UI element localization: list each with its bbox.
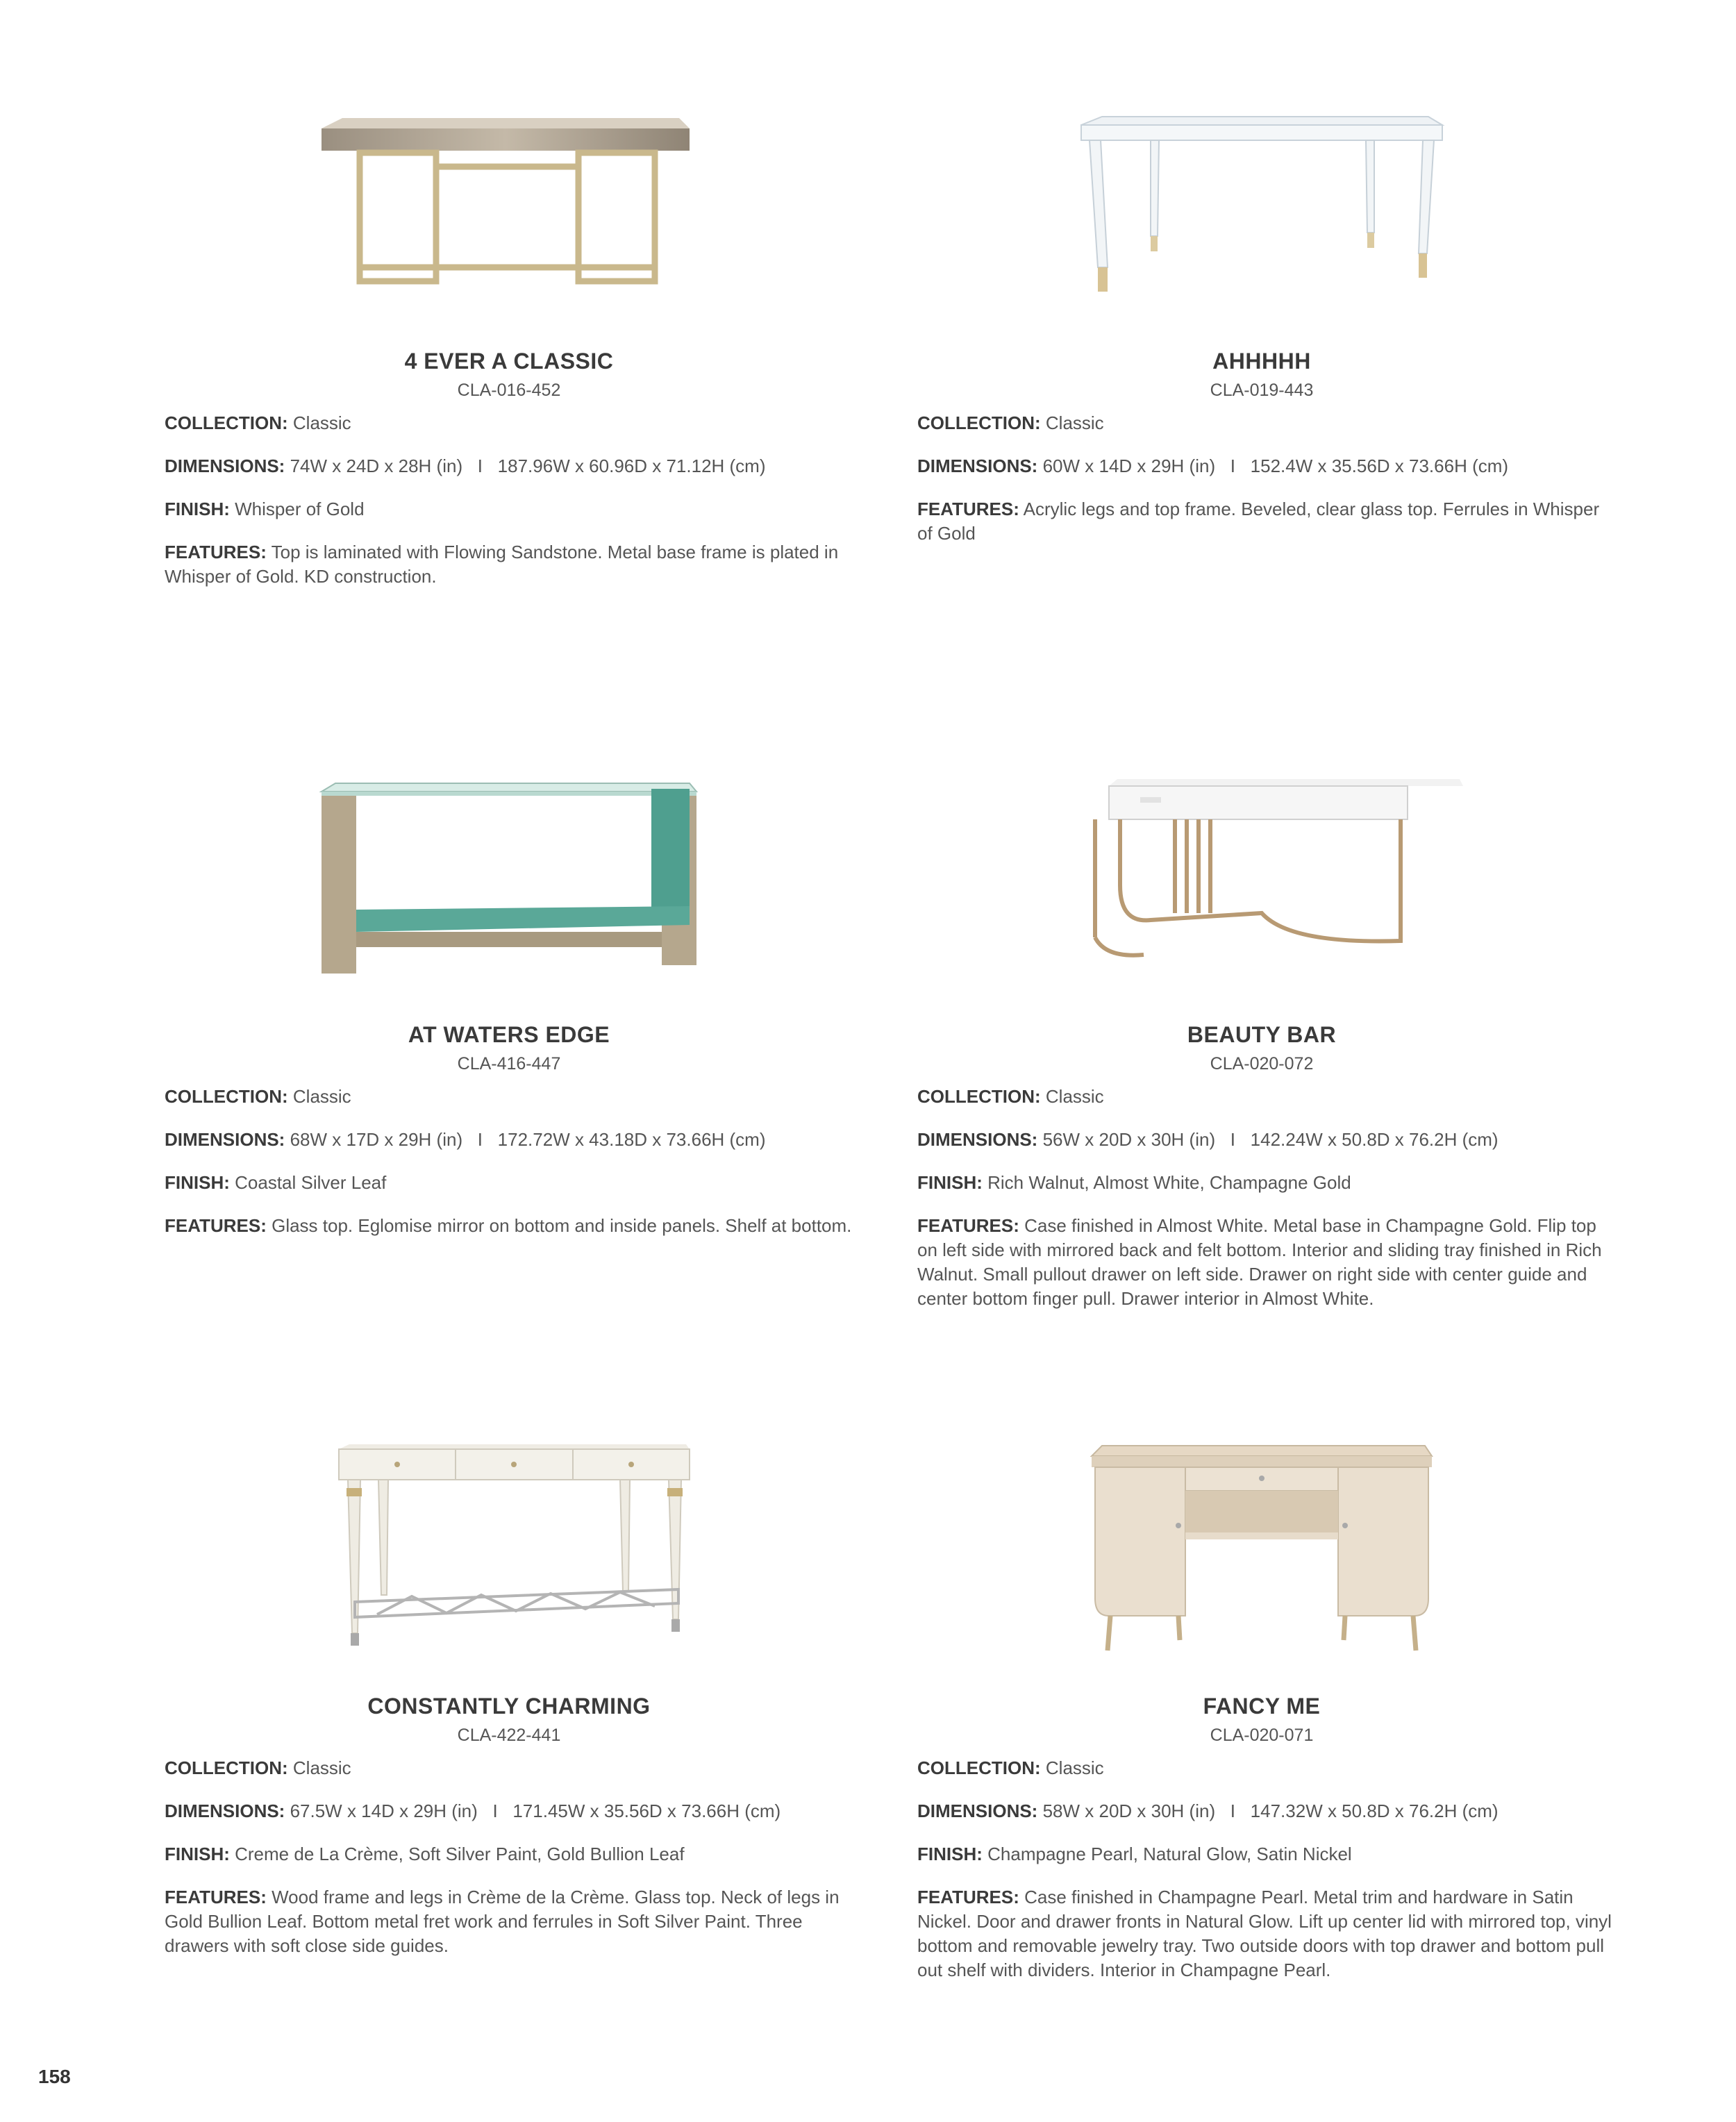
features-label: FEATURES: — [917, 1887, 1019, 1907]
product-specs — [917, 411, 1619, 565]
collection-value: Classic — [292, 412, 351, 433]
features-row — [165, 1885, 866, 1958]
product-name: AT WATERS EDGE — [408, 1022, 610, 1047]
product-name: FANCY ME — [1203, 1694, 1321, 1719]
collection-value: Classic — [292, 1757, 351, 1778]
dimensions-row — [165, 1799, 866, 1823]
dimensions-value: 74W x 24D x 28H (in) I 187.96W x 60.96D x 71.12H (cm) — [290, 456, 766, 476]
features-value: Case finished in Champagne Pearl. Metal trim and hardware in Satin Nickel. Door and drawer fronts in Natural Glow. Lift up center lid with mirrored top, vinyl bottom and removable jewelry tray. Two outside doors with top drawer and bottom pull out shelf with dividers. Interior in Champagne Pearl. — [917, 1887, 1612, 1980]
dimensions-value: 67.5W x 14D x 29H (in) I 171.45W x 35.56D x 73.66H (cm) — [290, 1801, 781, 1821]
vanity-image — [1053, 1442, 1470, 1664]
collection-value: Classic — [292, 1086, 351, 1107]
product-image — [911, 771, 1612, 1049]
dimensions-label: DIMENSIONS: — [165, 1801, 285, 1821]
vanity-desk-image — [1053, 771, 1470, 993]
collection-value: Classic — [1045, 412, 1104, 433]
features-value: Top is laminated with Flowing Sandstone. Metal base frame is plated in Whisper of Gold. KD construction. — [165, 542, 839, 587]
finish-row — [917, 1842, 1619, 1866]
finish-label: FINISH: — [165, 499, 230, 519]
finish-value: Whisper of Gold — [235, 499, 365, 519]
finish-row — [165, 1842, 866, 1866]
features-row — [165, 540, 866, 589]
finish-label: FINISH: — [917, 1844, 983, 1864]
finish-label: FINISH: — [917, 1172, 983, 1193]
product-image — [158, 97, 860, 375]
product-sku: CLA-019-443 — [1210, 381, 1314, 400]
product-image — [158, 1442, 860, 1720]
features-value: Case finished in Almost White. Metal base in Champagne Gold. Flip top on left side with mirrored back and felt bottom. Interior and sliding tray finished in Rich Walnut. Small pullout drawer on left side. Drawer on right side with center guide and center bottom finger pull. Drawer interior in Almost White. — [917, 1215, 1602, 1309]
features-row — [165, 1214, 866, 1238]
features-value: Glass top. Eglomise mirror on bottom and inside panels. Shelf at bottom. — [272, 1215, 852, 1236]
product-name: AHHHHH — [1212, 349, 1311, 374]
dimensions-value: 56W x 20D x 30H (in) I 142.24W x 50.8D x 76.2H (cm) — [1042, 1129, 1499, 1150]
acrylic-console-image — [1053, 97, 1470, 319]
features-label: FEATURES: — [917, 1215, 1019, 1236]
collection-row — [165, 1085, 866, 1109]
product-name: CONSTANTLY CHARMING — [367, 1694, 651, 1719]
collection-label: COLLECTION: — [917, 1757, 1041, 1778]
features-row — [917, 497, 1619, 546]
features-label: FEATURES: — [917, 499, 1019, 519]
product-specs — [917, 1756, 1619, 2001]
dimensions-value: 58W x 20D x 30H (in) I 147.32W x 50.8D x 76.2H (cm) — [1042, 1801, 1499, 1821]
dimensions-label: DIMENSIONS: — [917, 1801, 1038, 1821]
product-sku: CLA-016-452 — [457, 381, 561, 400]
collection-label: COLLECTION: — [917, 412, 1041, 433]
collection-label: COLLECTION: — [165, 412, 288, 433]
collection-row — [165, 1756, 866, 1780]
product-sku: CLA-422-441 — [457, 1726, 561, 1745]
finish-label: FINISH: — [165, 1172, 230, 1193]
drawer-console-image — [301, 1442, 717, 1664]
product-specs — [165, 411, 866, 608]
dimensions-label: DIMENSIONS: — [917, 456, 1038, 476]
collection-row — [917, 411, 1619, 435]
collection-value: Classic — [1045, 1757, 1104, 1778]
product-image — [911, 1442, 1612, 1720]
dimensions-row — [917, 454, 1619, 478]
features-value: Wood frame and legs in Crème de la Crème. Glass top. Neck of legs in Gold Bullion Leaf. Bottom metal fret work and ferrules in Soft Silver Paint. Three drawers with soft close side guides. — [165, 1887, 840, 1956]
collection-label: COLLECTION: — [165, 1757, 288, 1778]
product-specs — [165, 1756, 866, 1977]
collection-label: COLLECTION: — [165, 1086, 288, 1107]
finish-label: FINISH: — [165, 1844, 230, 1864]
finish-row — [917, 1171, 1619, 1195]
collection-row — [917, 1756, 1619, 1780]
dimensions-row — [165, 454, 866, 478]
product-name: 4 EVER A CLASSIC — [404, 349, 614, 374]
finish-value: Creme de La Crème, Soft Silver Paint, Gold Bullion Leaf — [235, 1844, 685, 1864]
dimensions-value: 60W x 14D x 29H (in) I 152.4W x 35.56D x 73.66H (cm) — [1042, 456, 1509, 476]
dimensions-label: DIMENSIONS: — [165, 456, 285, 476]
finish-row — [165, 497, 866, 521]
collection-label: COLLECTION: — [917, 1086, 1041, 1107]
page-number: 158 — [38, 2066, 71, 2087]
dimensions-value: 68W x 17D x 29H (in) I 172.72W x 43.18D x 73.66H (cm) — [290, 1129, 766, 1150]
features-row — [917, 1885, 1619, 1982]
dimensions-row — [917, 1799, 1619, 1823]
product-sku: CLA-020-071 — [1210, 1726, 1314, 1745]
collection-row — [917, 1085, 1619, 1109]
dimensions-row — [917, 1128, 1619, 1152]
dimensions-row — [165, 1128, 866, 1152]
features-label: FEATURES: — [165, 542, 267, 562]
product-specs — [165, 1085, 866, 1257]
finish-value: Champagne Pearl, Natural Glow, Satin Nickel — [987, 1844, 1352, 1864]
product-image — [911, 97, 1612, 375]
product-image — [158, 771, 860, 1049]
dimensions-label: DIMENSIONS: — [165, 1129, 285, 1150]
features-label: FEATURES: — [165, 1215, 267, 1236]
collection-value: Classic — [1045, 1086, 1104, 1107]
dimensions-label: DIMENSIONS: — [917, 1129, 1038, 1150]
collection-row — [165, 411, 866, 435]
product-sku: CLA-416-447 — [457, 1054, 561, 1073]
features-row — [917, 1214, 1619, 1311]
finish-value: Coastal Silver Leaf — [235, 1172, 387, 1193]
product-specs — [917, 1085, 1619, 1330]
features-label: FEATURES: — [165, 1887, 267, 1907]
product-sku: CLA-020-072 — [1210, 1054, 1314, 1073]
console-table-image — [301, 97, 717, 319]
features-value: Acrylic legs and top frame. Beveled, clear glass top. Ferrules in Whisper of Gold — [917, 499, 1600, 544]
finish-value: Rich Walnut, Almost White, Champagne Gold — [987, 1172, 1351, 1193]
product-name: BEAUTY BAR — [1187, 1022, 1337, 1047]
finish-row — [165, 1171, 866, 1195]
glass-console-image — [301, 771, 717, 993]
